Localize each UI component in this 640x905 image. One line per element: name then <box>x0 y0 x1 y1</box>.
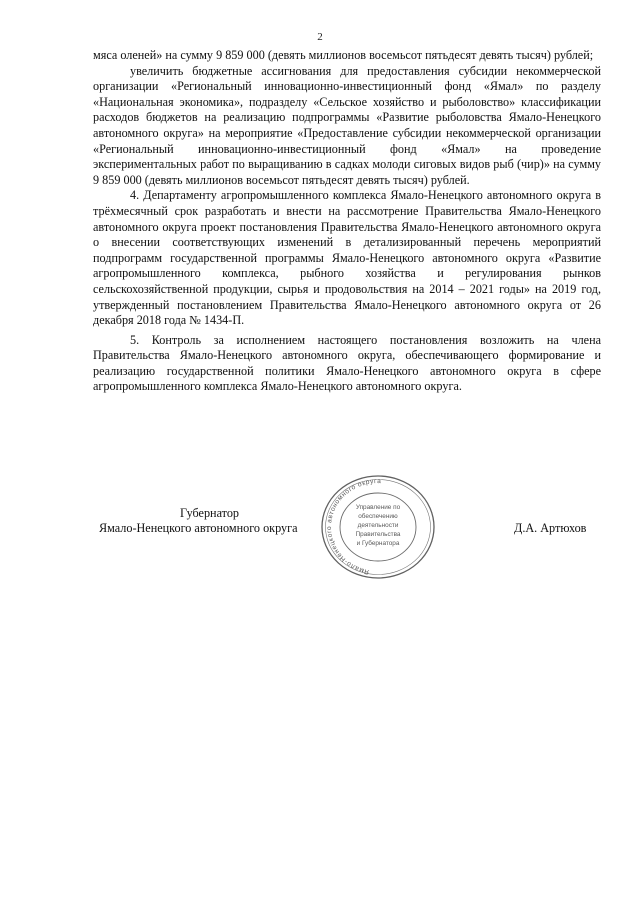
signature-title: Губернатор <box>180 506 240 520</box>
paragraph-continuation: мяса оленей» на сумму 9 859 000 (девять миллионов восемьсот пятьдесят девять тысяч) рублей; <box>93 48 594 62</box>
stamp-center-line: обеспечению <box>358 513 398 520</box>
stamp-center-text <box>356 504 401 547</box>
stamp-ring-text: Ямало-Ненецкого автономного округа <box>325 477 382 576</box>
page-number: 2 <box>317 31 323 43</box>
paragraph-item-5: 5. Контроль за исполнением настоящего постановления возложить на члена Правительства Ямало-Ненецкого автономного округа, обеспечивающего формирование и реализацию государственной политики Ямало-Ненецкого автономного округа в сфере агропромышленного комплекса Ямало-Ненецкого автономного округа. <box>93 332 601 394</box>
stamp-center-line: деятельности <box>357 522 399 529</box>
stamp-graphic <box>318 474 438 579</box>
stamp-center-line: и Губернатора <box>356 540 400 547</box>
signature-organization: Ямало-Ненецкого автономного округа <box>99 521 298 535</box>
document-body <box>93 48 601 395</box>
official-stamp <box>318 474 438 579</box>
paragraph-item-4: 4. Департаменту агропромышленного комплекса Ямало-Ненецкого автономного округа в трёхмесячный срок разработать и внести на рассмотрение Правительства Ямало-Ненецкого автономного округа проект постановления Правительства Ямало-Ненецкого автономного округа о внесении соответствующих изменений в детализированный перечень мероприятий подпрограмм государственной программы Ямало-Ненецкого автономного округа «Развитие агропромышленного комплекса, рыбного хозяйства и регулирования рынков сельскохозяйственной продукции, сырья и продовольствия на 2014 – 2021 годы» на 2019 год, утвержденный постановлением Правительства Ямало-Ненецкого автономного округа от 26 декабря 2018 года № 1434-П. <box>93 188 601 328</box>
stamp-center-line: Управление по <box>355 504 401 511</box>
paragraph-budget-allocation: увеличить бюджетные ассигнования для предоставления субсидии некоммерческой организации «Региональный инновационно-инвестиционный фонд «Ямал» по разделу «Национальная экономика», подразделу «Сельское хозяйство и рыболовство» классификации расходов бюджетов на реализацию подпрограммы «Развитие рыболовства Ямало-Ненецкого автономного округа» на мероприятие «Предоставление субсидии некоммерческой организации «Региональный инновационно-инвестиционный фонд «Ямал» на проведение экспериментальных работ по выращиванию в садках молоди сиговых видов рыб (чир)» на сумму 9 859 000 (девять миллионов восемьсот пятьдесят девять тысяч) рублей. <box>93 63 601 187</box>
stamp-center-line: Правительства <box>355 531 401 538</box>
signature-name: Д.А. Артюхов <box>514 521 587 535</box>
